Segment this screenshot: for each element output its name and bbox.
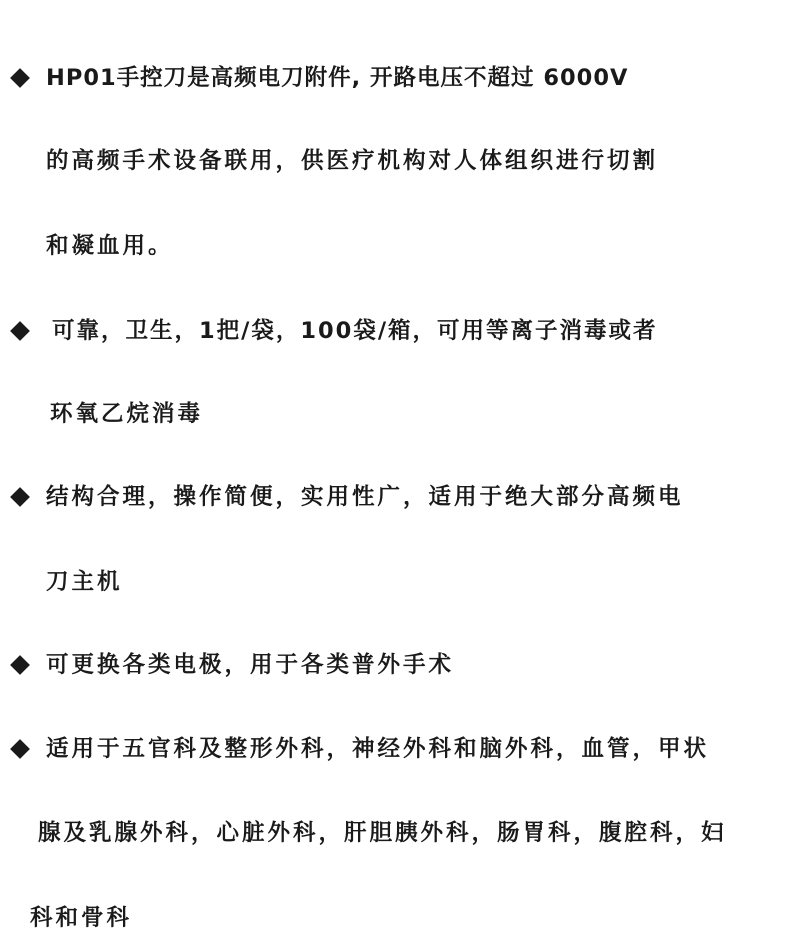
item-3-line-1: 结构合理，操作简便，实用性广，适用于绝大部分高频电: [46, 484, 684, 510]
item-2-line-2: 环氧乙烷消毒: [50, 401, 204, 427]
item-1-line-3: 和凝血用。: [46, 233, 174, 259]
bullet-diamond-icon: [10, 655, 30, 675]
item-5-line-2: 腺及乳腺外科，心脏外科，肝胆胰外科，肠胃科，腹腔科，妇: [38, 820, 727, 846]
bullet-diamond-icon: [10, 487, 30, 507]
item-1-line-1: HP01手控刀是高频电刀附件, 开路电压不超过 6000V: [46, 65, 629, 91]
item-1-line-2: 的高频手术设备联用，供医疗机构对人体组织进行切割: [46, 148, 659, 174]
item-4-line-1: 可更换各类电极，用于各类普外手术: [46, 652, 455, 678]
bullet-diamond-icon: [10, 68, 30, 88]
item-2-line-1: 可靠，卫生，1把/袋，100袋/箱，可用等离子消毒或者: [52, 318, 658, 344]
item-3-line-2: 刀主机: [46, 569, 123, 595]
bullet-diamond-icon: [10, 739, 30, 759]
bullet-diamond-icon: [10, 321, 30, 341]
item-5-line-1: 适用于五官科及整形外科，神经外科和脑外科，血管，甲状: [46, 736, 710, 762]
item-5-line-3: 科和骨科: [30, 905, 133, 931]
